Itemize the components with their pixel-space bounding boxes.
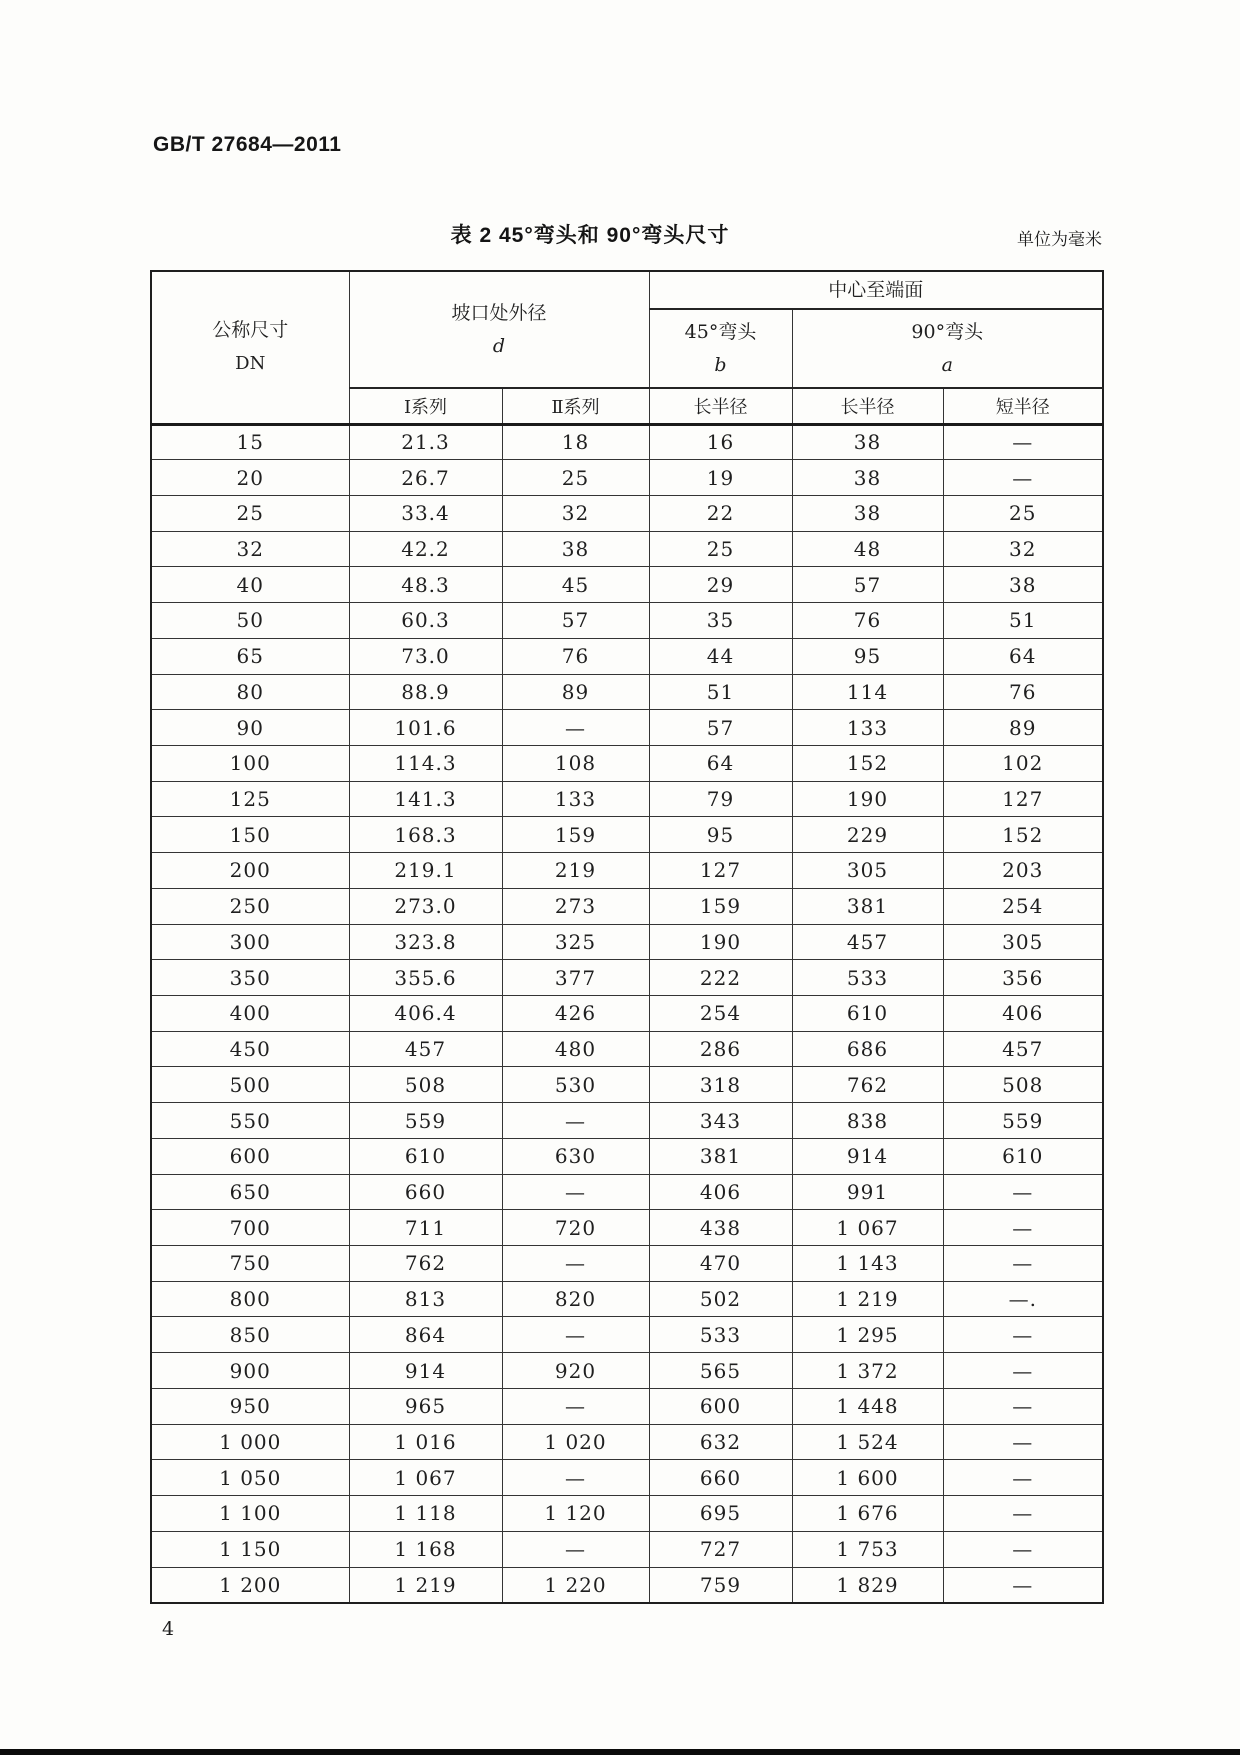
table-cell: 1 050 — [151, 1460, 349, 1496]
header-series-2: Ⅱ系列 — [502, 388, 649, 424]
table-cell: 25 — [502, 460, 649, 496]
table-cell: 720 — [502, 1210, 649, 1246]
table-cell: 1 000 — [151, 1424, 349, 1460]
table-cell: 51 — [649, 674, 792, 710]
table-cell: 559 — [349, 1103, 502, 1139]
table-row — [151, 817, 1103, 853]
table-cell: — — [502, 1317, 649, 1353]
table-row — [151, 1281, 1103, 1317]
table-row — [151, 853, 1103, 889]
table-row — [151, 1317, 1103, 1353]
table-cell: 254 — [649, 996, 792, 1032]
unit-note: 单位为毫米 — [1017, 230, 1102, 250]
header-short-radius: 短半径 — [943, 388, 1103, 424]
table-cell: 89 — [943, 710, 1103, 746]
table-cell: 533 — [649, 1317, 792, 1353]
table-cell: 100 — [151, 745, 349, 781]
table-row — [151, 1210, 1103, 1246]
table-cell: 29 — [649, 567, 792, 603]
table-cell: 450 — [151, 1031, 349, 1067]
table-cell: 1 524 — [792, 1424, 943, 1460]
table-row — [151, 888, 1103, 924]
table-cell: 127 — [943, 781, 1103, 817]
table-cell: 759 — [649, 1567, 792, 1603]
table-cell: 25 — [943, 495, 1103, 531]
table-cell: 101.6 — [349, 710, 502, 746]
table-row — [151, 1567, 1103, 1603]
table-row — [151, 745, 1103, 781]
table-cell: 108 — [502, 745, 649, 781]
table-row — [151, 1531, 1103, 1567]
table-cell: 305 — [792, 853, 943, 889]
table-cell: — — [943, 1388, 1103, 1424]
header-45-elbow — [649, 309, 792, 388]
table-cell: 1 448 — [792, 1388, 943, 1424]
table-cell: — — [502, 1460, 649, 1496]
table-cell: 200 — [151, 853, 349, 889]
table-cell: 660 — [349, 1174, 502, 1210]
table-row — [151, 424, 1103, 460]
table-cell: 480 — [502, 1031, 649, 1067]
elbow-dimensions-table — [150, 270, 1104, 1604]
table-cell: 630 — [502, 1138, 649, 1174]
table-cell: 20 — [151, 460, 349, 496]
table-cell: — — [943, 1353, 1103, 1389]
table-cell: 530 — [502, 1067, 649, 1103]
table-cell: — — [943, 1567, 1103, 1603]
table-cell: 42.2 — [349, 531, 502, 567]
table-cell: 991 — [792, 1174, 943, 1210]
table-cell: 25 — [151, 495, 349, 531]
table-cell: 76 — [502, 638, 649, 674]
table-cell: 125 — [151, 781, 349, 817]
table-row — [151, 460, 1103, 496]
table-cell: 914 — [792, 1138, 943, 1174]
table-cell: 727 — [649, 1531, 792, 1567]
table-cell: 38 — [502, 531, 649, 567]
table-cell: 1 118 — [349, 1496, 502, 1532]
table-cell: 318 — [649, 1067, 792, 1103]
table-cell: 114 — [792, 674, 943, 710]
table-header — [151, 271, 1103, 424]
table-cell: 502 — [649, 1281, 792, 1317]
table-cell: 38 — [792, 424, 943, 460]
table-cell: 800 — [151, 1281, 349, 1317]
table-row — [151, 1496, 1103, 1532]
table-cell: 559 — [943, 1103, 1103, 1139]
table-row — [151, 996, 1103, 1032]
table-cell: 1 219 — [792, 1281, 943, 1317]
table-cell: 660 — [649, 1460, 792, 1496]
header-b-symbol: b — [714, 353, 727, 376]
table-cell: 254 — [943, 888, 1103, 924]
table-cell: 850 — [151, 1317, 349, 1353]
table-cell: 1 067 — [792, 1210, 943, 1246]
table-cell: 19 — [649, 460, 792, 496]
table-cell: — — [943, 1531, 1103, 1567]
table-cell: 750 — [151, 1246, 349, 1282]
table-row — [151, 1353, 1103, 1389]
table-cell: 229 — [792, 817, 943, 853]
table-cell: 76 — [792, 603, 943, 639]
table-cell: 406 — [649, 1174, 792, 1210]
table-cell: 600 — [649, 1388, 792, 1424]
table-cell: 820 — [502, 1281, 649, 1317]
table-cell: 610 — [349, 1138, 502, 1174]
table-cell: 695 — [649, 1496, 792, 1532]
table-cell: 57 — [792, 567, 943, 603]
table-cell: 16 — [649, 424, 792, 460]
table-cell: 343 — [649, 1103, 792, 1139]
table-cell: 51 — [943, 603, 1103, 639]
table-cell: — — [943, 1246, 1103, 1282]
scan-edge-artifact — [0, 1749, 1240, 1755]
table-row — [151, 638, 1103, 674]
table-cell: 1 168 — [349, 1531, 502, 1567]
table-cell: 500 — [151, 1067, 349, 1103]
table-cell: 57 — [502, 603, 649, 639]
table-cell: 18 — [502, 424, 649, 460]
table-cell: 219.1 — [349, 853, 502, 889]
table-cell: 76 — [943, 674, 1103, 710]
header-long-radius-90: 长半径 — [792, 388, 943, 424]
table-cell: 48.3 — [349, 567, 502, 603]
table-cell: 286 — [649, 1031, 792, 1067]
table-cell: 133 — [502, 781, 649, 817]
table-cell: 222 — [649, 960, 792, 996]
table-cell: 355.6 — [349, 960, 502, 996]
table-title: 表 2 45°弯头和 90°弯头尺寸 — [450, 224, 730, 247]
table-cell: 1 150 — [151, 1531, 349, 1567]
table-cell: — — [943, 1496, 1103, 1532]
table-cell: 457 — [792, 924, 943, 960]
table-cell: — — [943, 460, 1103, 496]
table-cell: — — [943, 1460, 1103, 1496]
table-cell: 32 — [943, 531, 1103, 567]
table-cell: 15 — [151, 424, 349, 460]
table-cell: 650 — [151, 1174, 349, 1210]
table-cell: 565 — [649, 1353, 792, 1389]
table-cell: 325 — [502, 924, 649, 960]
header-row-1 — [151, 271, 1103, 309]
table-cell: 150 — [151, 817, 349, 853]
table-cell: 152 — [792, 745, 943, 781]
table-cell: 508 — [943, 1067, 1103, 1103]
table-cell: 159 — [502, 817, 649, 853]
table-cell: — — [943, 1317, 1103, 1353]
table-cell: — — [502, 710, 649, 746]
table-cell: 25 — [649, 531, 792, 567]
header-center-to-end: 中心至端面 — [649, 271, 1103, 309]
table-row — [151, 1138, 1103, 1174]
table-row — [151, 710, 1103, 746]
table-cell: 610 — [792, 996, 943, 1032]
table-cell: 64 — [943, 638, 1103, 674]
table-cell: 90 — [151, 710, 349, 746]
table-cell: — — [943, 1210, 1103, 1246]
table-cell: 80 — [151, 674, 349, 710]
table-cell: 26.7 — [349, 460, 502, 496]
table-cell: 305 — [943, 924, 1103, 960]
table-cell: 64 — [649, 745, 792, 781]
table-cell: 1 200 — [151, 1567, 349, 1603]
table-cell: 1 600 — [792, 1460, 943, 1496]
table-cell: 838 — [792, 1103, 943, 1139]
table-cell: 88.9 — [349, 674, 502, 710]
header-bevel-od — [349, 271, 649, 388]
table-cell: 900 — [151, 1353, 349, 1389]
table-cell: 1 372 — [792, 1353, 943, 1389]
table-cell: 89 — [502, 674, 649, 710]
table-row — [151, 1460, 1103, 1496]
table-cell: 159 — [649, 888, 792, 924]
table-cell: 32 — [502, 495, 649, 531]
table-cell: 438 — [649, 1210, 792, 1246]
header-a-symbol: a — [941, 353, 953, 376]
table-cell: 1 753 — [792, 1531, 943, 1567]
elbow-table-body — [151, 424, 1103, 1603]
table-row — [151, 531, 1103, 567]
table-cell: 356 — [943, 960, 1103, 996]
table-cell: 133 — [792, 710, 943, 746]
table-cell: 141.3 — [349, 781, 502, 817]
table-cell: 381 — [792, 888, 943, 924]
table-cell: 1 143 — [792, 1246, 943, 1282]
table-cell: 762 — [349, 1246, 502, 1282]
table-cell: 40 — [151, 567, 349, 603]
table-cell: 21.3 — [349, 424, 502, 460]
table-cell: 38 — [792, 495, 943, 531]
header-45-elbow-label: 45°弯头 — [684, 320, 757, 343]
table-cell: 1 220 — [502, 1567, 649, 1603]
table-cell: 203 — [943, 853, 1103, 889]
header-90-elbow-label: 90°弯头 — [911, 320, 984, 343]
table-cell: 813 — [349, 1281, 502, 1317]
table-cell: 762 — [792, 1067, 943, 1103]
table-cell: 632 — [649, 1424, 792, 1460]
table-cell: 686 — [792, 1031, 943, 1067]
table-cell: 381 — [649, 1138, 792, 1174]
table-cell: 610 — [943, 1138, 1103, 1174]
table-row — [151, 924, 1103, 960]
table-cell: 1 295 — [792, 1317, 943, 1353]
table-cell: 168.3 — [349, 817, 502, 853]
header-dn-symbol: DN — [235, 353, 266, 375]
table-cell: 1 676 — [792, 1496, 943, 1532]
table-cell: 300 — [151, 924, 349, 960]
table-cell: 79 — [649, 781, 792, 817]
table-cell: 864 — [349, 1317, 502, 1353]
table-cell: 102 — [943, 745, 1103, 781]
header-bevel-od-label: 坡口处外径 — [451, 301, 547, 324]
table-cell: 57 — [649, 710, 792, 746]
table-cell: 152 — [943, 817, 1103, 853]
table-row — [151, 674, 1103, 710]
table-row — [151, 567, 1103, 603]
table-row — [151, 781, 1103, 817]
table-row — [151, 1246, 1103, 1282]
table-cell: 22 — [649, 495, 792, 531]
table-row — [151, 1388, 1103, 1424]
table-cell: 1 100 — [151, 1496, 349, 1532]
table-cell: 1 020 — [502, 1424, 649, 1460]
table-row — [151, 1031, 1103, 1067]
table-cell: 406 — [943, 996, 1103, 1032]
table-cell: 73.0 — [349, 638, 502, 674]
table-cell: —. — [943, 1281, 1103, 1317]
table-cell: 95 — [792, 638, 943, 674]
table-cell: 508 — [349, 1067, 502, 1103]
table-cell: 457 — [349, 1031, 502, 1067]
table-cell: 33.4 — [349, 495, 502, 531]
table-cell: 95 — [649, 817, 792, 853]
table-cell: — — [502, 1246, 649, 1282]
table-cell: 273.0 — [349, 888, 502, 924]
table-cell: 48 — [792, 531, 943, 567]
table-cell: 920 — [502, 1353, 649, 1389]
table-row — [151, 1174, 1103, 1210]
table-row — [151, 603, 1103, 639]
table-cell: — — [502, 1103, 649, 1139]
table-cell: 50 — [151, 603, 349, 639]
table-row — [151, 495, 1103, 531]
table-cell: 250 — [151, 888, 349, 924]
header-nominal-size-label: 公称尺寸 — [212, 319, 289, 342]
header-d-symbol: d — [492, 334, 506, 357]
table-cell: 1 120 — [502, 1496, 649, 1532]
table-cell: 700 — [151, 1210, 349, 1246]
table-cell: 65 — [151, 638, 349, 674]
standard-number: GB/T 27684—2011 — [153, 133, 342, 156]
table-cell: 35 — [649, 603, 792, 639]
table-cell: — — [502, 1174, 649, 1210]
table-cell: 190 — [792, 781, 943, 817]
table-cell: 60.3 — [349, 603, 502, 639]
table-cell: 950 — [151, 1388, 349, 1424]
header-series-1: Ⅰ系列 — [349, 388, 502, 424]
table-cell: 190 — [649, 924, 792, 960]
table-cell: 470 — [649, 1246, 792, 1282]
table-cell: 965 — [349, 1388, 502, 1424]
header-90-elbow — [792, 309, 1103, 388]
table-cell: 400 — [151, 996, 349, 1032]
table-cell: — — [502, 1388, 649, 1424]
header-long-radius-45: 长半径 — [649, 388, 792, 424]
table-cell: 350 — [151, 960, 349, 996]
table-row — [151, 1103, 1103, 1139]
table-cell: — — [943, 1174, 1103, 1210]
table-cell: 45 — [502, 567, 649, 603]
table-cell: 533 — [792, 960, 943, 996]
page-number: 4 — [162, 1618, 175, 1640]
table-cell: 377 — [502, 960, 649, 996]
table-cell: 600 — [151, 1138, 349, 1174]
table-cell: — — [943, 424, 1103, 460]
table-cell: 114.3 — [349, 745, 502, 781]
table-cell: 914 — [349, 1353, 502, 1389]
table-cell: 1 067 — [349, 1460, 502, 1496]
table-cell: 426 — [502, 996, 649, 1032]
table-cell: 38 — [792, 460, 943, 496]
table-cell: 550 — [151, 1103, 349, 1139]
table-cell: 1 829 — [792, 1567, 943, 1603]
table-cell: 711 — [349, 1210, 502, 1246]
table-cell: — — [943, 1424, 1103, 1460]
table-cell: 32 — [151, 531, 349, 567]
table-cell: 457 — [943, 1031, 1103, 1067]
header-nominal-size — [151, 271, 349, 424]
table-row — [151, 1424, 1103, 1460]
table-cell: 219 — [502, 853, 649, 889]
table-cell: 1 016 — [349, 1424, 502, 1460]
table-cell: 38 — [943, 567, 1103, 603]
table-row — [151, 1067, 1103, 1103]
table-row — [151, 960, 1103, 996]
table-cell: — — [502, 1531, 649, 1567]
table-cell: 127 — [649, 853, 792, 889]
table-cell: 323.8 — [349, 924, 502, 960]
table-cell: 1 219 — [349, 1567, 502, 1603]
table-cell: 273 — [502, 888, 649, 924]
table-cell: 44 — [649, 638, 792, 674]
table-cell: 406.4 — [349, 996, 502, 1032]
